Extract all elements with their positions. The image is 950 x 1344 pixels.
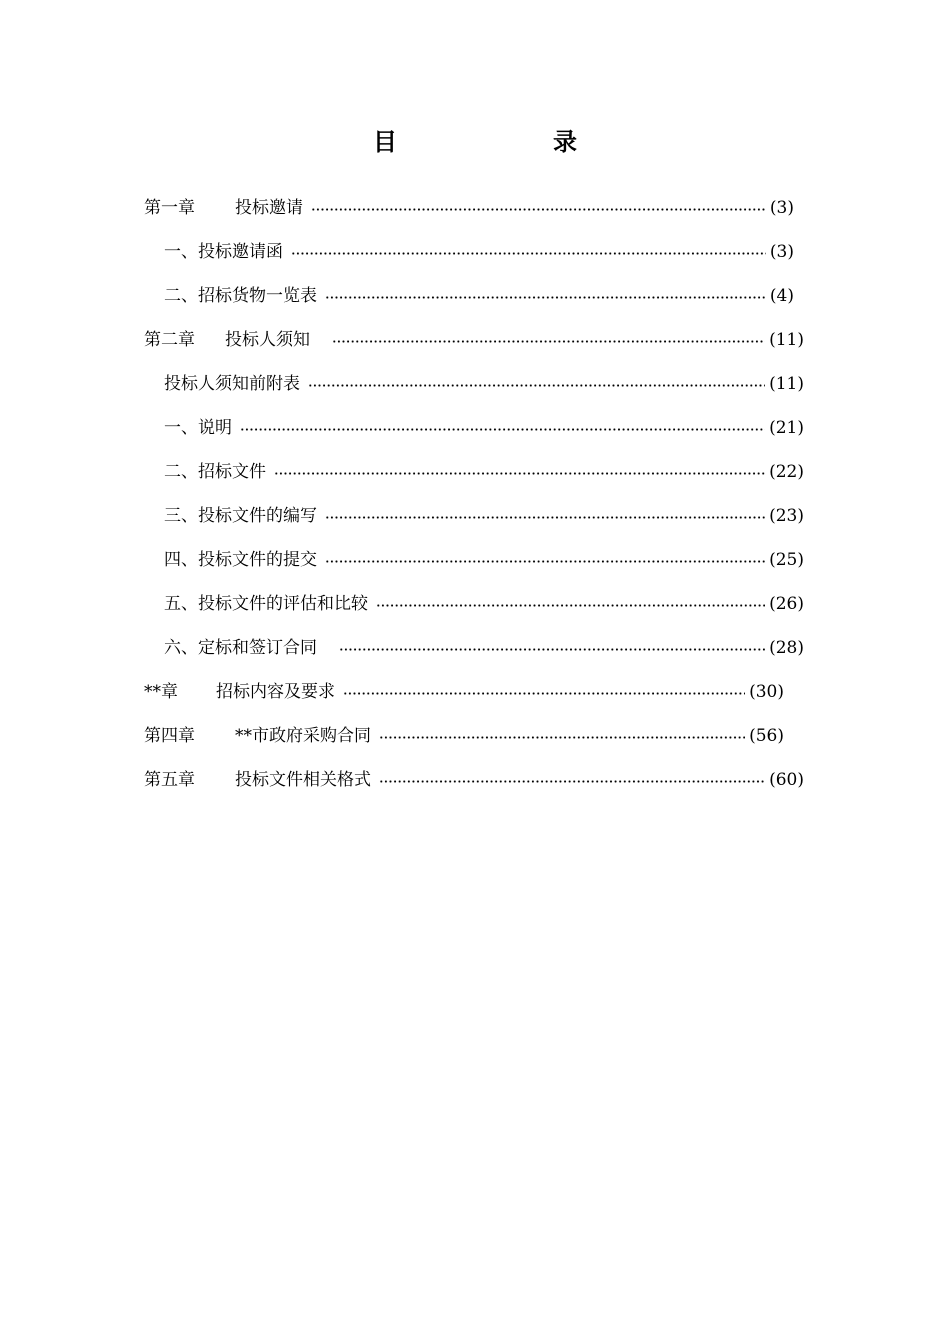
toc-page-number: (11) xyxy=(769,330,804,350)
dot-leader xyxy=(379,736,745,739)
toc-entry-label: 三、投标文件的编写 xyxy=(164,506,317,526)
toc-entry-label: 二、招标货物一览表 xyxy=(164,286,317,306)
toc-entry-label: 四、投标文件的提交 xyxy=(164,550,317,570)
dot-leader xyxy=(379,780,765,783)
toc-page-number: (60) xyxy=(769,770,804,790)
table-of-contents xyxy=(144,186,804,802)
toc-title: 目 录 xyxy=(373,127,613,156)
toc-page-number: (4) xyxy=(769,286,794,306)
dot-leader xyxy=(343,692,745,695)
toc-page-number: (25) xyxy=(769,550,804,570)
toc-page-number: (3) xyxy=(769,242,794,262)
toc-entry-tender-documents[interactable] xyxy=(144,450,804,494)
toc-entry-label: 五、投标文件的评估和比较 xyxy=(164,594,368,614)
toc-entry-chapter-4[interactable] xyxy=(144,714,804,758)
toc-page-number: (3) xyxy=(769,198,794,218)
toc-page-number: (28) xyxy=(769,638,804,658)
toc-entry-award-contract[interactable] xyxy=(144,626,804,670)
toc-entry-label: 六、定标和签订合同 xyxy=(164,638,317,658)
toc-page-number: (56) xyxy=(749,726,784,746)
toc-page-number: (26) xyxy=(769,594,804,614)
toc-chapter-number: 第五章 xyxy=(144,770,195,790)
toc-page-number: (11) xyxy=(769,374,804,394)
toc-entry-chapter-1[interactable] xyxy=(144,186,804,230)
toc-entry-label: 一、说明 xyxy=(164,418,232,438)
dot-leader xyxy=(308,384,765,387)
toc-page-number: (23) xyxy=(769,506,804,526)
dot-leader xyxy=(339,648,765,651)
toc-page-number: (21) xyxy=(769,418,804,438)
toc-page-number: (30) xyxy=(749,682,784,702)
dot-leader xyxy=(376,604,765,607)
toc-entry-label: 二、招标文件 xyxy=(164,462,266,482)
toc-entry-explanation[interactable] xyxy=(144,406,804,450)
dot-leader xyxy=(325,516,765,519)
toc-chapter-number: 第一章 xyxy=(144,198,195,218)
toc-chapter-number: **章 xyxy=(144,682,178,702)
toc-page-number: (22) xyxy=(769,462,804,482)
toc-entry-bidder-notice-table[interactable] xyxy=(144,362,804,406)
toc-entry-label: 投标人须知 xyxy=(225,330,310,350)
toc-entry-chapter-3[interactable] xyxy=(144,670,804,714)
toc-entry-label: 招标内容及要求 xyxy=(216,682,335,702)
toc-entry-label: **市政府采购合同 xyxy=(235,726,371,746)
toc-entry-bid-submission[interactable] xyxy=(144,538,804,582)
toc-entry-chapter-5[interactable] xyxy=(144,758,804,802)
toc-entry-label: 投标文件相关格式 xyxy=(235,770,371,790)
toc-entry-invitation-letter[interactable] xyxy=(144,230,804,274)
dot-leader xyxy=(325,296,766,299)
dot-leader xyxy=(311,208,766,211)
dot-leader xyxy=(291,252,766,255)
toc-entry-goods-list[interactable] xyxy=(144,274,804,318)
dot-leader xyxy=(274,472,765,475)
dot-leader xyxy=(325,560,765,563)
toc-entry-bid-preparation[interactable] xyxy=(144,494,804,538)
toc-entry-chapter-2[interactable] xyxy=(144,318,804,362)
toc-entry-label: 投标邀请 xyxy=(235,198,303,218)
dot-leader xyxy=(332,340,765,343)
toc-entry-label: 投标人须知前附表 xyxy=(164,374,300,394)
toc-chapter-number: 第二章 xyxy=(144,330,195,350)
toc-entry-bid-evaluation[interactable] xyxy=(144,582,804,626)
toc-chapter-number: 第四章 xyxy=(144,726,195,746)
dot-leader xyxy=(240,428,765,431)
toc-entry-label: 一、投标邀请函 xyxy=(164,242,283,262)
